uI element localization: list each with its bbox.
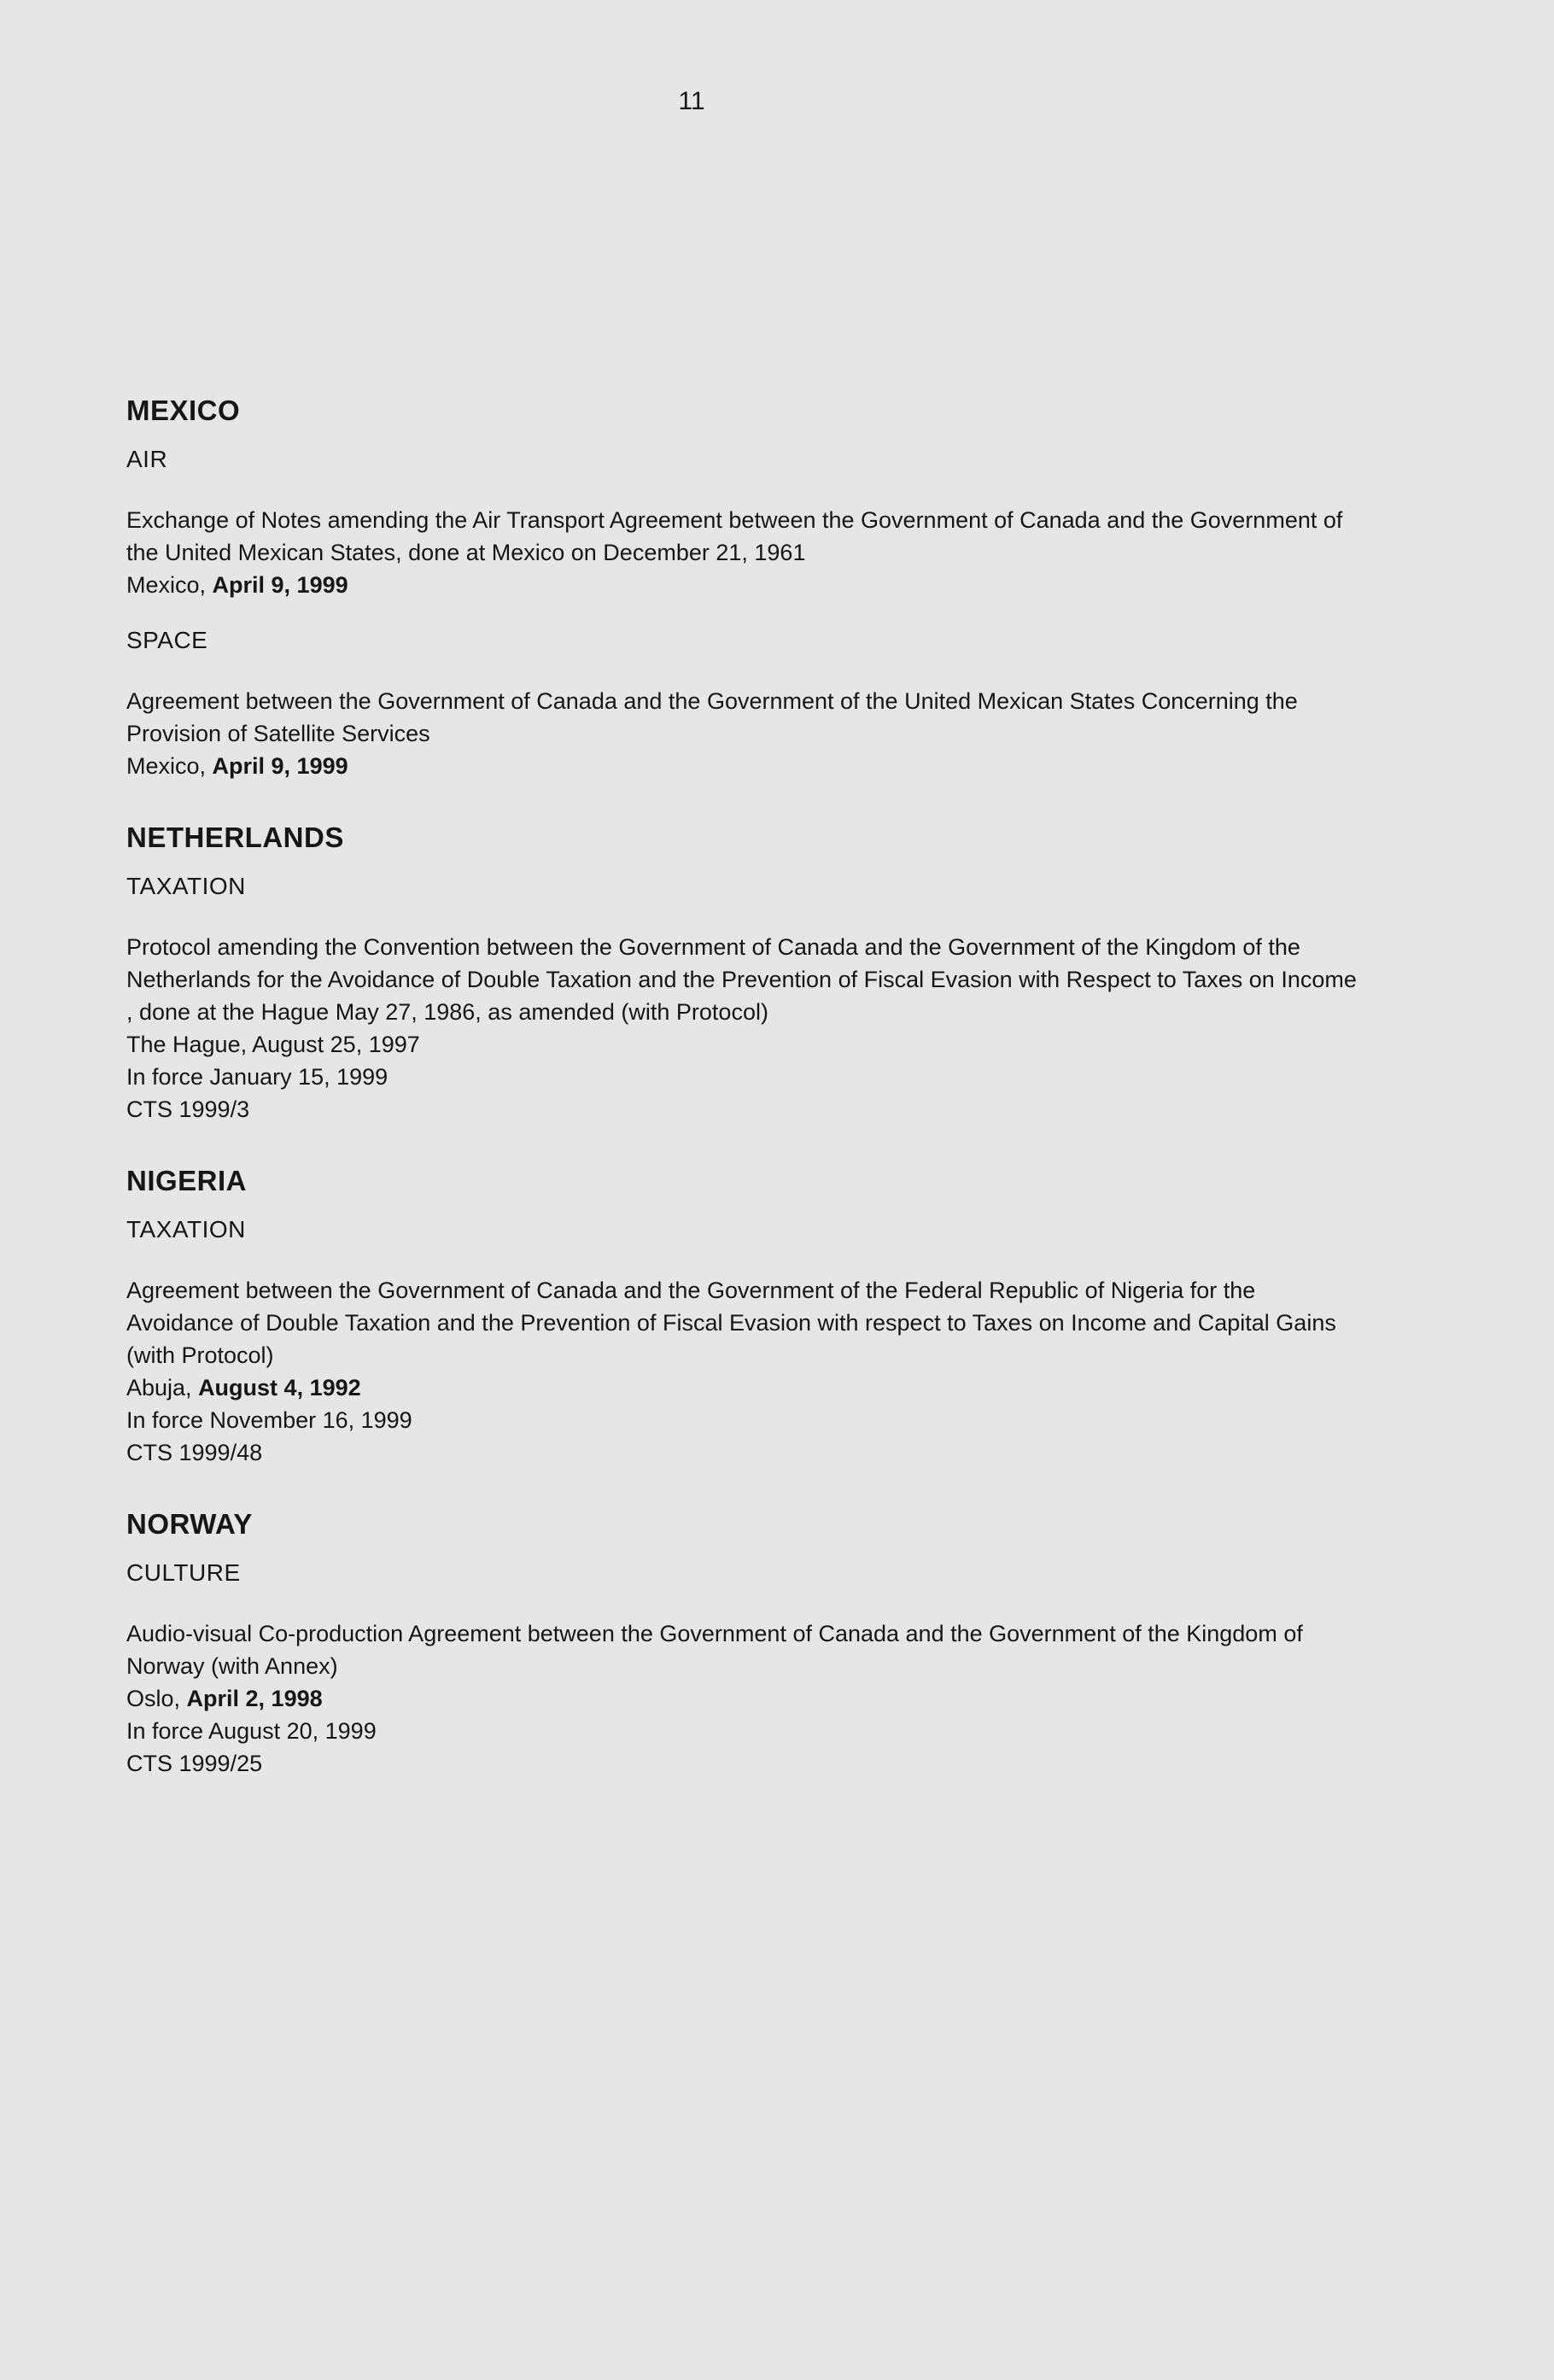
signed-place: The Hague, August 25, 1997	[126, 1032, 420, 1057]
topic-section	[126, 1216, 1364, 1469]
signed-line	[126, 1371, 1364, 1404]
status-line: CTS 1999/25	[126, 1751, 263, 1776]
country-section	[126, 822, 1364, 1126]
signed-place: Abuja,	[126, 1375, 199, 1401]
treaty-entry	[126, 685, 1364, 782]
treaty-entry	[126, 931, 1364, 1126]
signed-date: August 4, 1992	[198, 1375, 361, 1401]
topic-heading: TAXATION	[126, 1216, 246, 1243]
country-heading: NIGERIA	[126, 1165, 248, 1196]
topic-section	[126, 873, 1364, 1126]
treaty-title: Agreement between the Government of Canada and the Government of the United Mexican States Concerning the Provision of Satellite Services	[126, 688, 1298, 746]
treaty-title: Audio-visual Co-production Agreement between the Government of Canada and the Government of the Kingdom of Norway (with Annex)	[126, 1621, 1303, 1679]
treaty-entry	[126, 504, 1364, 601]
status-line: In force August 20, 1999	[126, 1718, 377, 1744]
signed-place: Mexico,	[126, 572, 213, 598]
treaty-list	[126, 395, 1364, 1805]
signed-line	[126, 1682, 1364, 1715]
status-line: In force January 15, 1999	[126, 1064, 388, 1090]
country-section	[126, 1508, 1364, 1780]
country-heading: MEXICO	[126, 395, 241, 426]
signed-place: Oslo,	[126, 1686, 187, 1711]
page-number: 11	[678, 87, 705, 115]
country-section	[126, 395, 1364, 782]
treaty-title: Protocol amending the Convention between the Government of Canada and the Government of the Kingdom of the Netherlands for the Avoidance of Double Taxation and the Prevention of Fiscal Evasion with Respect to Taxes on Income , done at the Hague May 27, 1986, as amended (with Protocol)	[126, 934, 1357, 1025]
treaty-title: Agreement between the Government of Canada and the Government of the Federal Republic of Nigeria for the Avoidance of Double Taxation and the Prevention of Fiscal Evasion with respect to Taxes on Income and Capital Gains (with Protocol)	[126, 1278, 1336, 1368]
topic-section	[126, 627, 1364, 782]
topic-section	[126, 446, 1364, 601]
signed-line	[126, 569, 1364, 601]
status-line: CTS 1999/3	[126, 1096, 250, 1122]
topic-heading: CULTURE	[126, 1559, 241, 1586]
country-heading: NETHERLANDS	[126, 822, 344, 853]
topic-heading: TAXATION	[126, 873, 246, 899]
signed-date: April 2, 1998	[186, 1686, 323, 1711]
topic-heading: SPACE	[126, 627, 208, 653]
topic-heading: AIR	[126, 446, 168, 472]
signed-date: April 9, 1999	[212, 572, 348, 598]
treaty-entry	[126, 1617, 1364, 1780]
signed-line	[126, 750, 1364, 782]
signed-date: April 9, 1999	[212, 753, 348, 779]
status-line: In force November 16, 1999	[126, 1407, 412, 1433]
signed-line	[126, 1028, 1364, 1061]
treaty-title: Exchange of Notes amending the Air Transport Agreement between the Government of Canada and the Government of the United Mexican States, done at Mexico on December 21, 1961	[126, 507, 1343, 565]
signed-place: Mexico,	[126, 753, 213, 779]
country-section	[126, 1165, 1364, 1469]
topic-section	[126, 1559, 1364, 1780]
status-line: CTS 1999/48	[126, 1440, 263, 1465]
country-heading: NORWAY	[126, 1508, 253, 1540]
treaty-entry	[126, 1274, 1364, 1469]
